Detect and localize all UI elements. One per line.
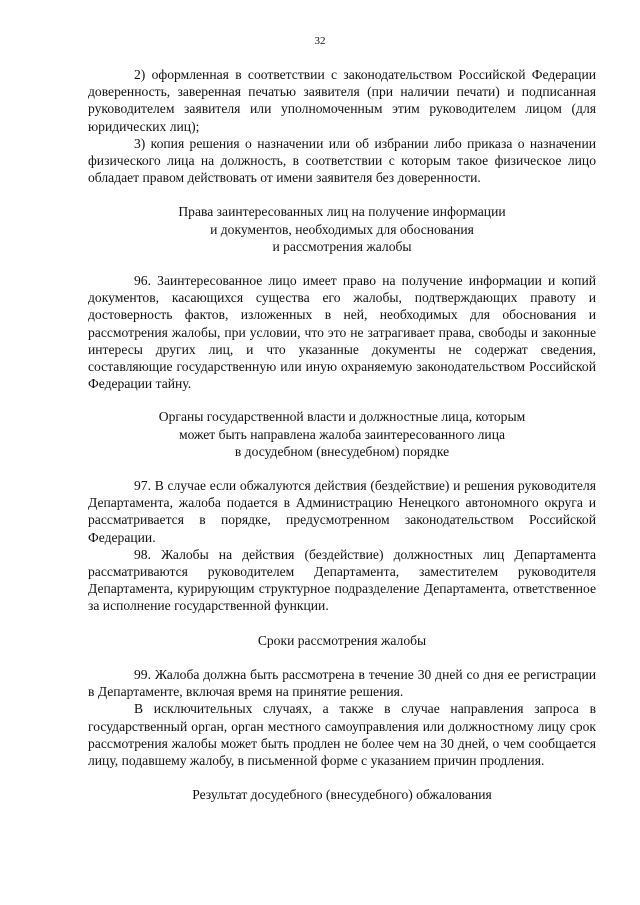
page-number: 32: [314, 35, 326, 47]
heading-line: Права заинтересованных лиц на получение информации: [178, 204, 506, 220]
heading-rights-to-information: [88, 203, 596, 255]
paragraph-appointment-decision: 3) копия решения о назначении или об избрании либо приказа о назначении физического лица на должность, в соответствии с которым такое физическое лицо обладает правом действовать от имени заявителя без доверенности.: [88, 135, 596, 186]
paragraph-97: 97. В случае если обжалуются действия (бездействие) и решения руководителя Департамента, жалоба подается в Администрацию Ненецкого автономного округа и рассматривается в порядке, предусмотренном законодательством Российской Федерации.: [88, 478, 596, 545]
paragraph-power-of-attorney: 2) оформленная в соответствии с законодательством Российской Федерации доверенность, заверенная печатью заявителя (при наличии печати) и подписанная руководителем заявителя или уполномоченным этим руководителем лицом (для юридических лиц);: [88, 67, 596, 134]
heading-line: Органы государственной власти и должностные лица, которым: [158, 409, 526, 425]
heading-line: и документов, необходимых для обоснования: [210, 221, 474, 237]
paragraph-96: 96. Заинтересованное лицо имеет право на получение информации и копий документов, касающихся существа его жалобы, подтверждающих правоту и достоверность фактов, изложенных в ней, необходимых для обоснования и рассмотрения жалобы, при условии, что это не затрагивает права, свободы и законные интересы других лиц, и что указанные документы не содержат сведения, составляющие государственную или иную охраняемую законодательством Российской Федерации тайну.: [88, 273, 596, 392]
heading-line: Результат досудебного (внесудебного) обжалования: [192, 787, 492, 803]
heading-line: и рассмотрения жалобы: [272, 238, 412, 254]
paragraph-99: 99. Жалоба должна быть рассмотрена в течение 30 дней со дня ее регистрации в Департаменте, включая время на принятие решения.: [88, 666, 596, 700]
heading-appeal-result: [88, 786, 596, 803]
document-body: [88, 66, 596, 803]
heading-authorities: [88, 408, 596, 460]
heading-line: Сроки рассмотрения жалобы: [257, 632, 427, 648]
heading-line: может быть направлена жалоба заинтересованного лица: [178, 426, 506, 442]
paragraph-98: 98. Жалобы на действия (бездействие) должностных лиц Департамента рассматриваются руководителем Департамента, заместителем руководителя Департамента, курирующим структурное подразделение Департамента, ответственное за исполнение государственной функции.: [88, 546, 596, 614]
heading-line: в досудебном (внесудебном) порядке: [234, 443, 450, 459]
paragraph-extension: В исключительных случаях, а также в случае направления запроса в государственный орган, орган местного самоуправления или должностному лицу срок рассмотрения жалобы может быть продлен не более чем на 30 дней, о чем сообщается лицу, подавшему жалобу, в письменной форме с указанием причин продления.: [88, 701, 596, 768]
heading-review-terms: [88, 632, 596, 649]
